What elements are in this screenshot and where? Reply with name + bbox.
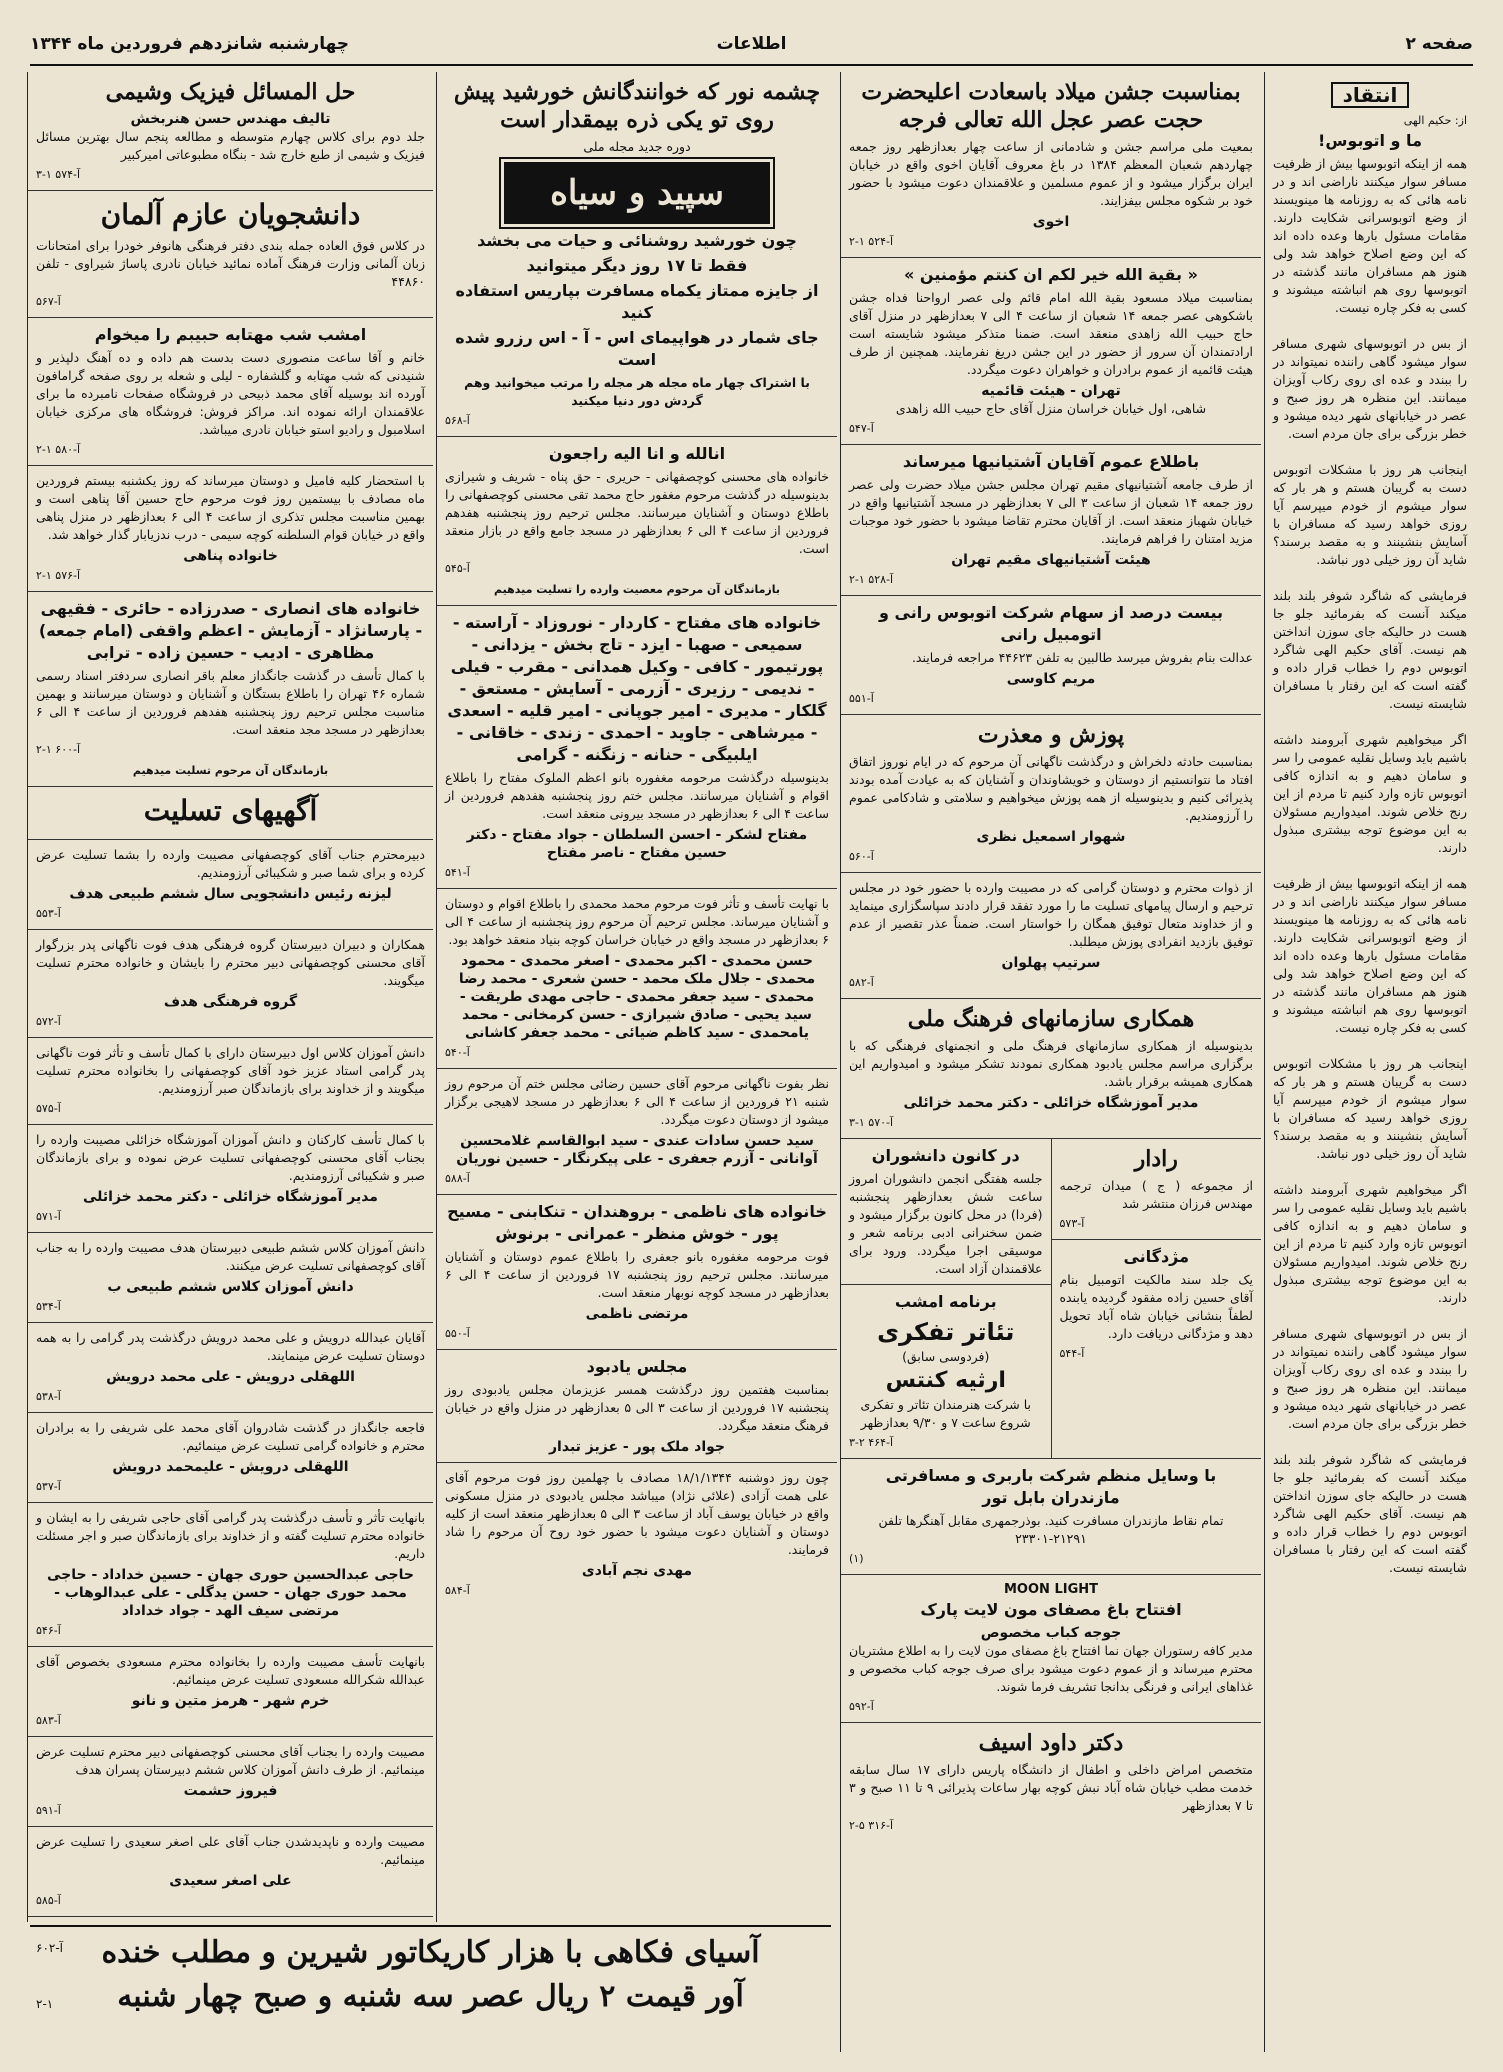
ad-signature: اللهقلی درویش - علیمحمد درویش: [112, 1459, 349, 1475]
ad-code: آ-۵۳۸: [36, 1390, 61, 1403]
banner-code: آ-۶۰۲: [36, 1941, 64, 1955]
ad-text: متخصص امراض داخلی و اطفال از دانشگاه پاریس دارای ۱۷ سال سابقه خدمت مطب خیابان شاه آباد نبش کوچه بهار ساعات پذیرائی ۹ تا ۱۱ صبح و ۳ تا ۷ بعدازظهر: [849, 1762, 1253, 1813]
ad-signature: تهران - هیئت قائمیه: [981, 383, 1121, 399]
ad-text: جلد دوم برای کلاس چهارم متوسطه و مطالعه پنجم سال بهترین مسائل فیزیک و شیمی از طبع خارج شد - بنگاه مطبوعاتی امیرکبیر: [36, 129, 425, 162]
ad-text: تمام نقاط مازندران مسافرت کنید. بوذرجمهری مقابل آهنگرها تلفن ۲۱۲۹۱-۲۳۳۰۱: [878, 1513, 1224, 1546]
ad-text: فاجعه جانگداز در گذشت شادروان آقای محمد علی شریفی را به برادران محترم و خانواده گرامی تسلیت عرض مینمائیم.: [36, 1420, 425, 1453]
article-title: ما و اتوبوس!: [1318, 131, 1422, 150]
ad-signature: مهدی نجم آبادی: [581, 1563, 693, 1579]
play-title: ارثیه کنتس: [885, 1368, 1006, 1393]
ad-text: در کلاس فوق العاده جمله بندی دفتر فرهنگی هانوفر خودرا برای امتحانات زبان آلمانی وزارت فرهنگ آماده نمائید خیابان نادری پاساژ شیراوی - تلفن ۴۴۸۶۰: [36, 238, 425, 289]
ad-code: آ-۵۸۲: [849, 976, 874, 989]
ad-title: امشب شب مهتابه حبیبم را میخوام: [94, 325, 367, 344]
ad-text: بمناسبت میلاد مسعود بقیة الله امام قائم ولی عصر ارواحنا فداه جشن باشکوهی عصر جمعه ۱۴ شعبان از ساعت ۴ الی ۷ بعدازظهر در منزل آقای حاج حبیب الله زاهدی منعقد است. ضمنا متذکر میشود شایسته است ارادتمندان آن سرور از حضور در این جشن دریغ نفرمایند. همچنین از طرف هیئت قائمیه از عموم برادران و خواهران دعوت میگردد.: [849, 290, 1254, 377]
column-critique: [1264, 72, 1475, 2052]
ad-signature: سرتیپ پهلوان: [1001, 955, 1101, 971]
column-4: [27, 72, 433, 1922]
ad-code: آ-۵۷۱: [36, 1210, 61, 1223]
ad-obituary-nazemi: [437, 1195, 837, 1350]
ad-title: حل المسائل فیزیک وشیمی: [105, 79, 356, 105]
ad-code: آ-۵۳۷: [36, 1480, 61, 1493]
ad-germany-students: [28, 191, 433, 318]
condolence-ad: [28, 1125, 433, 1233]
ad-author: تالیف مهندس حسن هنربخش: [130, 111, 331, 127]
ad-code: ۲-۱ آ-۵۸۰: [36, 443, 81, 456]
banner-code: ۲-۱: [36, 1997, 54, 2011]
ad-text: دبیرمحترم جناب آقای کوچصفهانی مصیبت وارده را بشما تسلیت عرض کرده و برای شما صبر و شکیبائی آرزومندیم.: [36, 847, 425, 880]
ad-code: ۲-۱ آ-۶۰۰: [36, 743, 81, 756]
ad-qaemieh: [841, 258, 1261, 445]
article-paragraph: اگر میخواهیم شهری آبرومند داشته باشیم باید وسایل نقلیه عمومی را سر و سامان دهیم و به اندازه کافی اتوبوس تازه وارد کنیم تا مردم از این رنج خلاص شوند. امیدواریم مسئولان به این موضوع توجه بیشتری مبذول دارند.: [1273, 1182, 1467, 1305]
condolence-ad: [28, 1917, 433, 1922]
critique-article: [1265, 72, 1475, 1583]
ad-obituary-mohammadi: [437, 889, 837, 1069]
issue-date: چهارشنبه شانزدهم فروردین ماه ۱۳۴۴: [30, 34, 350, 54]
ad-signature: مریم کاوسی: [1006, 671, 1096, 687]
ad-text: از ذوات محترم و دوستان گرامی که در مصیبت وارده با حضور خود در مجلس ترحیم و ارسال پیامهای تسلیت ما را مورد تفقد قرار دادند سپاسگزاری مینماید و از خداوند متعال توفیق همگان را خواستار است. ضمناً عذر تقصیر از عدم توفیق بازدید انفرادی پوزش میطلبد.: [849, 880, 1253, 949]
ad-obituary-meftah: [437, 606, 837, 889]
ad-code: آ-۵۸۸: [445, 1172, 470, 1185]
ad-title: خانواده های ناظمی - بروهندان - تنکابنی - مسیح پور - خوش منظر - عمرانی - برنوش: [447, 1202, 827, 1243]
ad-text: با کمال تأسف کارکنان و دانش آموزان آموزشگاه خزائلی مصیبت وارده را بجناب آقای محسنی کوچصفهانی تسلیت عرض نموده و برای بازماندگان صبر و شکیبائی آرزومندیم.: [36, 1132, 425, 1183]
ad-subtitle: جوجه کباب مخصوص: [980, 1625, 1122, 1641]
ad-signature: جواد ملک پور - عزیز تبدار: [549, 1439, 725, 1455]
column-2: [840, 72, 1261, 2052]
ad-signature: فیروز حشمت: [183, 1783, 278, 1799]
ad-signature: مدیر آموزشگاه خزائلی - دکتر محمد خزائلی: [83, 1189, 378, 1205]
paper-name: اطلاعات: [716, 34, 787, 54]
condolence-ad: [28, 1827, 433, 1917]
ad-title: رادار: [1134, 1146, 1178, 1172]
article-paragraph: همه از اینکه اتوبوسها بیش از ظرفیت مسافر سوار میکنند ناراضی اند و در نامه هائی که به روزنامه ها مینویسند از وضع اتوبوسرانی شکایت دارند. مقامات مسئول بارها وعده داده اند که این وضع اصلاح خواهد شد ولی هنوز هم مسافران مانند گذشته در اتوبوسها روی هم انباشته میشوند و کسی به فکر چاره نیست.: [1273, 876, 1467, 1035]
ad-text: بمناسبت هفتمین روز درگذشت همسر عزیزمان مجلس یادبودی روز پنجشنبه ۱۷ فروردین از ساعت ۳ الی ۵ بعدازظهر در منزل واقع در خیابان فرهنگ منعقد میگردد.: [445, 1382, 829, 1433]
ad-text: با اشتراک چهار ماه مجله هر مجله را مرتب میخوانید وهم گردش دور دنیا میکنید: [464, 375, 810, 408]
ad-code: آ-۵۴۱: [445, 866, 470, 879]
section-title: آگهیهای تسلیت: [143, 794, 318, 827]
ad-text: خانم و آقا ساعت منصوری دست بدست هم داده و ده آهنگ دلپذیر و شنیدنی که شب مهتابه و گلشفاره - لیلی و شعله بر روی صفحه گرامافون آورده اند بوسیله آقای محمد ذبیحی در فروشگاه صفحات نامبرده ما برای علاقمندان ارائه نموده اند. مراکز فروش: فروشگاه های مرکزی خیابان اسلامبول و رادیو استو خیابان نادری میباشد.: [36, 350, 425, 437]
article-author: از: حکیم الهی: [1403, 114, 1467, 127]
ad-text: فوت مرحومه مغفوره بانو جعفری را باطلاع عموم دوستان و آشنایان میرسانند. مجلس ترحیم روز پنجشنبه ۱۷ فروردین از ساعت ۴ الی ۶ بعدازظهر در مسجد کوچه نوبهار منعقد است.: [445, 1249, 829, 1300]
ad-signature: مفتاح لشکر - احسن السلطان - جواد مفتاح - دکتر حسین مفتاح - ناصر مفتاح: [466, 827, 808, 861]
ad-text: بانهایت تأثر و تأسف درگذشت پدر گرامی آقای حاجی شریفی را به ایشان و خانواده محترم تسلیت گفته و از خداوند برای بازماندگان صبر و اجر مسئلت داریم.: [36, 1510, 425, 1561]
column-3: [436, 72, 837, 1922]
ad-title: مژدگانی: [1123, 1247, 1190, 1266]
ad-signature: سید حسن سادات عندی - سید ابوالقاسم غلامحسین آوانانی - آزرم جعفری - علی پیکرنگار - حسین نوریان: [456, 1133, 818, 1167]
ad-code: آ-۵۵۳: [36, 907, 61, 920]
ad-title: خانواده های انصاری - صدرزاده - حائری - فقیهی - پارسانژاد - آزمایش - اعظم واقفی (امام جمعه) مظاهری - ادیب - حسین زاده - ترابی: [38, 599, 423, 662]
ad-title: چشمه نور که خوانندگانش خورشید پیش روی تو یکی ذره بیمقدار است: [453, 79, 821, 133]
ad-signature: اخوی: [1032, 214, 1070, 230]
ad-title: پوزش و معذرت: [977, 722, 1125, 748]
ad-text: دانش آموزان کلاس اول دبیرستان دارای با کمال تأسف و تأثر فوت ناگهانی پدر گرامی استاد عزیز خود آقای کوچصفهانی را بخانواده محترم تسلیت میگویند و از خداوند برای بازماندگان صبر آرزومندیم.: [36, 1045, 425, 1096]
condolence-ad: [28, 1413, 433, 1503]
ad-signature: حسن محمدی - اکبر محمدی - اصغر محمدی - محمود محمدی - جلال ملک محمد - حسن شعری - محمد رضا محمدی - سید جعفر محمدی - حاجی مهدی طریقت - سید یحیی - صادق شیرازی - حسن کرمخانی - محمد یامحمدی - سید کاظم ضیائی - محمد جعفر کاشانی: [458, 953, 816, 1041]
split-left: [841, 1139, 1051, 1458]
ad-apology: [841, 715, 1261, 873]
ad-cultural-cooperation: [841, 999, 1261, 1139]
ad-text: مصیبت وارده و ناپدیدشدن جناب آقای علی اصغر سعیدی را تسلیت عرض مینمائیم.: [36, 1834, 425, 1867]
ad-code: آ-۵۴۴: [1059, 1347, 1085, 1360]
ad-title: انالله و انا الیه راجعون: [548, 444, 726, 463]
split-right: [1051, 1139, 1262, 1458]
ad-title: در کانون دانشوران: [871, 1146, 1020, 1165]
ad-text: با کمال تأسف در گذشت جانگداز معلم باقر انصاری سردفتر اسناد رسمی شماره ۴۶ تهران را باطلاع بستگان و آشنایان و دوستان میرسانند و بهمین مناسبت مجلس ترحیم روز پنجشنبه هفدهم فروردین از ساعت ۴ الی ۶ بعدازظهر در مسجد مجد منعقد است.: [36, 668, 425, 737]
ad-signature: لیزنه رئیس دانشجویی سال ششم طبیعی هدف: [69, 886, 392, 902]
condolence-ad: [28, 1233, 433, 1323]
ad-text: چون روز دوشنبه ۱۸/۱/۱۳۴۴ مصادف با چهلمین روز فوت مرحوم آقای علی همت آزادی (علائی نژاد) میباشد مجلس یادبودی در منزل مسکونی واقع در خیابان یوسف آباد از ساعت ۳ الی ۵ بعدازظهر منعقد است از کلیه دوستان و آشنایان دعوت میشود با حضور خود روح آن مرحوم را شاد فرمایند.: [445, 1470, 829, 1557]
article-paragraph: همه از اینکه اتوبوسها بیش از ظرفیت مسافر سوار میکنند ناراضی اند و در نامه هائی که به روزنامه ها مینویسند از وضع اتوبوسرانی شکایت دارند. مقامات مسئول بارها وعده داده اند که این وضع اصلاح خواهد شد ولی هنوز هم مسافران مانند گذشته در اتوبوسها روی هم انباشته میشوند و کسی به فکر چاره نیست.: [1273, 156, 1467, 315]
ad-address: شاهی، اول خیابان خراسان منزل آقای حاج حبیب الله زاهدی: [895, 401, 1207, 416]
ad-text: یک جلد سند مالکیت اتومبیل بنام آقای حسین زاده مفقود گردیده یابنده لطفاً بنشانی خیابان شاه آباد تحویل دهد و مژدگانی دریافت دارد.: [1059, 1272, 1253, 1341]
ad-text: جلسه هفتگی انجمن دانشوران امروز ساعت شش بعدازظهر پنجشنبه (فردا) در محل کانون برگزار میشود و ضمن سخنرانی ادبی برنامه شعر و موسیقی اجرا میگردد. ورود برای علاقمندان آزاد است.: [849, 1171, 1043, 1276]
ad-memorial-40th: [437, 1463, 837, 1606]
ad-signature: مرتضی ناظمی: [585, 1306, 689, 1322]
bottom-banner-ad: [30, 1925, 831, 2045]
ad-obituary-rezaei: [437, 1069, 837, 1195]
ad-code: ۳-۱ آ-۵۷۰: [849, 1116, 894, 1129]
ad-code: آ-۵۴۰: [445, 1046, 470, 1059]
ad-doctor: [841, 1723, 1261, 1841]
theater-name: تئاتر تفکری: [877, 1318, 1015, 1346]
article-paragraph: فرمایشی که شاگرد شوفر بلند بلند میکند آنست که بفرمائید جلو جا هست در حالیکه جای سوزن انداختن هم نیست. آقای حکیم الهی شاگرد اتوبوس دوم را خطاب قرار داده و گفته است که این رفتار با مسافران شایسته نیست.: [1273, 1452, 1467, 1575]
condolence-ad: [28, 1503, 433, 1647]
ad-title: افتتاح باغ مصفای مون لایت پارک: [920, 1600, 1182, 1619]
ad-memorial: [437, 1350, 837, 1463]
ad-signature: شهوار اسمعیل نظری: [976, 829, 1126, 845]
ad-code: آ-۵۴۷: [849, 422, 874, 435]
ad-title: برنامه امشب: [894, 1292, 997, 1311]
ad-radar: [1052, 1139, 1262, 1240]
ad-code: ۲-۵ آ-۳۱۶: [849, 1819, 894, 1832]
banner-line-1: آسیای فکاهی با هزار کاریکاتور شیرین و مطلب خنده: [101, 1935, 760, 1970]
ad-text: از طرف جامعه آشتیانیهای مقیم تهران مجلس جشن میلاد حضرت ولی عصر روز جمعه ۱۴ شعبان از ساعت ۳ الی ۷ بعدازظهر در مسجد آشتیانیها واقع در خیابان شهباز منعقد است. از آقایان محترم تقاضا میشود با حضور خود موجبات مزید امتنان را فراهم فرمایند.: [849, 477, 1253, 546]
ad-signature: علی اصغر سعیدی: [169, 1873, 292, 1889]
ad-reward: [1052, 1240, 1262, 1369]
ad-code: آ-۵۸۴: [445, 1584, 470, 1597]
ad-signature: خرم شهر - هرمز متین و نانو: [131, 1693, 330, 1709]
ad-text: نظر بفوت ناگهانی مرحوم آقای حسین رضائی مجلس ختم آن مرحوم روز شنبه ۲۱ فروردین از ساعت ۴ الی ۶ بعدازظهر در مسجد لاهیجی برگزار میشود از دوستان دعوت میگردد.: [445, 1076, 829, 1127]
ad-code: آ-۵۷۵: [36, 1102, 61, 1115]
condolence-ad: [28, 1647, 433, 1737]
ad-title: دکتر داود اسیف: [978, 1730, 1124, 1756]
ad-text: بدینوسیله درگذشت مرحومه مغفوره بانو اعظم الملوک مفتاح را باطلاع اقوام و آشنایان میرسانند. مجلس ختم روز پنجشنبه هفدهم فروردین از ساعت ۴ الی ۶ بعدازظهر در مسجد بیرونی منعقد است.: [445, 770, 829, 821]
ad-text: بانهایت تأسف مصیبت وارده را بخانواده محترم مسعودی بخصوص آقای عبدالله شکرالله مسعودی تسلیت عرض مینمائیم.: [36, 1654, 425, 1687]
ad-panahi: [28, 466, 433, 592]
ad-physics-book: [28, 72, 433, 191]
condolence-ad: [28, 930, 433, 1038]
ad-title: همکاری سازمانهای فرهنگ ملی: [907, 1006, 1195, 1032]
ad-code: آ-۵۶۸: [445, 414, 470, 427]
ad-birthday-celebration: [841, 72, 1261, 258]
condolence-ad: [28, 1737, 433, 1827]
article-paragraph: از بس در اتوبوسهای شهری مسافر سوار میشود گاهی راننده نمیتواند در را ببندد و عده ای روی رکاب آویزان میمانند. این منظره هر روز صبح و عصر در خیابانهای شهر دیده میشود و خطر بزرگی برای جان مردم است.: [1273, 336, 1467, 441]
ad-code: آ-۵۵۱: [849, 692, 874, 705]
ad-magazine: [437, 72, 837, 437]
ad-code: آ-۵۳۴: [36, 1300, 61, 1313]
ad-text: همکاران و دبیران دبیرستان گروه فرهنگی هدف فوت ناگهانی پدر بزرگوار آقای محسنی کوچصفهانی دبیر محترم را بایشان و خانواده محترم تسلیت میگویند.: [36, 937, 425, 988]
ad-text: بدینوسیله از همکاری سازمانهای فرهنگ ملی و انجمنهای فرهنگی که با برگزاری مراسم مجلس یادبود همکاری نمودند تشکر میشود و امیدواریم این همکاری همیشه برقرار باشد.: [849, 1038, 1253, 1089]
ad-signature: هیئت آشتیانیهای مقیم تهران: [951, 552, 1151, 568]
ad-code: آ-۵۹۱: [36, 1804, 61, 1817]
condolence-header: [28, 787, 433, 840]
ad-title: با وسایل منظم شرکت باربری و مسافرتی مازندران بابل تور: [885, 1466, 1217, 1507]
ad-code: آ-۵۶۰: [849, 850, 874, 863]
ad-headline: از جایزه ممتاز یکماه مسافرت بپاریس استفاده کنید: [455, 281, 819, 322]
ad-text: دانش آموزان کلاس ششم طبیعی دبیرستان هدف مصیبت وارده را به جناب آقای کوچصفهانی تسلیت عرض میکنند.: [36, 1240, 425, 1273]
ad-signature: دانش آموزان کلاس ششم طبیعی ب: [107, 1279, 354, 1295]
condolence-ad: [28, 1323, 433, 1413]
ad-code: آ-۵۴۵: [445, 562, 470, 575]
ad-code: ۲-۱ آ-۵۲۴: [849, 235, 894, 248]
ad-text: با استحضار کلیه فامیل و دوستان میرساند که روز یکشنبه بیستم فروردین ماه مصادف با بیستمین روز فوت مرحوم حاج حسین آقا پناهی است و بهمین مناسبت مجلس تذکری از ساعت ۴ الی ۶ بعدازظهر در منزل پناهی واقع در خیابان قوام السلطنه کوچه سیمی - درب ندزیابار گذار خواهد شد.: [36, 473, 425, 542]
ad-headline: چون خورشید روشنائی و حیات می بخشد: [477, 231, 797, 250]
ad-title: دانشجویان عازم آلمان: [100, 198, 361, 231]
ad-text: با شرکت هنرمندان تئاتر و تفکری شروع ساعت ۷ و ۹/۳۰ بعدازظهر: [860, 1397, 1032, 1430]
ad-headline: فقط تا ۱۷ روز دیگر میتوانید: [526, 256, 748, 275]
ad-signature: بازماندگان آن مرحوم تسلیت میدهیم: [132, 764, 329, 777]
ad-subtitle: دوره جدید مجله ملی: [583, 139, 691, 154]
magazine-logo: سپید و سیاه: [504, 162, 770, 224]
ad-code: آ-۵۴۶: [36, 1624, 61, 1637]
ad-code: آ-۵۷۳: [1059, 1217, 1085, 1230]
condolence-ad: [28, 840, 433, 930]
ad-code: ۳-۱ آ-۵۷۴: [36, 168, 81, 181]
article-paragraph: فرمایشی که شاگرد شوفر بلند بلند میکند آنست که بفرمائید جلو جا هست در حالیکه جای سوزن انداختن هم نیست. آقای حکیم الهی شاگرد اتوبوس دوم را خطاب قرار داده و گفته است که این رفتار با مسافران شایسته نیست.: [1273, 588, 1467, 711]
ad-signature: اللهقلی درویش - علی محمد درویش: [106, 1369, 355, 1385]
page-header: [30, 28, 1473, 66]
article-paragraph: اگر میخواهیم شهری آبرومند داشته باشیم باید وسایل نقلیه عمومی را سر و سامان دهیم و به اندازه کافی اتوبوس تازه وارد کنیم تا مردم از این رنج خلاص شوند. امیدواریم مسئولان به این موضوع توجه بیشتری مبذول دارند.: [1273, 732, 1467, 855]
ad-signature: حاجی عبدالحسین حوری جهان - حسین خداداد - حاجی محمد حوری جهان - حسن یدگلی - علی عبدالوهاب - مرتضی سیف الهد - جواد خداداد: [47, 1567, 414, 1619]
ad-text: خانواده های محسنی کوچصفهانی - حریری - حق پناه - شریف و شیرازی بدینوسیله در گذشت مرحوم مغفور حاج محمد تقی محسنی کوچصفهانی را باطلاع دوستان و آشنایان میرسانند. مجلس ترحیم روز پنجشنبه هفدهم فروردین از ساعت ۴ الی ۶ بعدازظهر در مسجد جامع واقع در بازار منعقد است.: [445, 469, 829, 556]
ad-ashtiani: [841, 445, 1261, 596]
ad-thanks: [841, 873, 1261, 999]
ad-code: آ-۵۷۲: [36, 1015, 61, 1028]
theater-former-name: (فردوسی سابق): [902, 1349, 990, 1364]
ad-record: [28, 318, 433, 466]
ad-signature: مدیر آموزشگاه خزائلی - دکتر محمد خزائلی: [903, 1095, 1199, 1111]
ad-signature: گروه فرهنگی هدف: [163, 994, 298, 1010]
article-paragraph: اینجانب هر روز با مشکلات اتوبوس دست به گریبان هستم و هر بار که سوار میشوم از خودم میپرسم آیا روزی خواهد رسید که مسافران با آسایش بنشینند و به مقصد برسند؟ شاید آن روز خیلی دور نباشد.: [1273, 462, 1467, 567]
ad-obituary-mohseni: [437, 437, 837, 606]
ad-code: ۲-۱ آ-۵۲۸: [849, 573, 894, 586]
section-title: انتقاد: [1331, 82, 1410, 108]
ad-code: آ-۵۵۰: [445, 1327, 470, 1340]
ad-code: آ-۵۸۵: [36, 1894, 61, 1907]
ad-headline: جای شمار در هواپیمای اس - آ - اس رزرو شده است: [455, 328, 819, 369]
ad-title: باطلاع عموم آقایان آشتیانیها میرساند: [902, 452, 1200, 471]
ad-title: « بقیة الله خیر لکم ان کنتم مؤمنین »: [904, 265, 1198, 284]
ad-title: مجلس یادبود: [586, 1357, 688, 1376]
banner-line-2: آور قیمت ۲ ریال عصر سه شنبه و صبح چهار شنبه: [117, 1979, 744, 2014]
ad-title: خانواده های مفتاح - کاردار - نوروزاد - آراسته - سمیعی - صهبا - ایزد - تاج بخش - یزدانی - پورتیمور - کافی - وکیل همدانی - مقرب - فیلی - ندیمی - رزیری - آزرمی - آسایش - مستعق - گلکار - مدیری - امیر جوپانی - امیر قلیه - اسعدی - میرشاهی - جاوید - احمدی - زندی - خاقانی - ایلبیگی - حنانه - زنگنه - گرامی: [447, 613, 827, 764]
ad-bus-shares: [841, 596, 1261, 715]
ad-code: آ-۵۹۲: [849, 1700, 874, 1713]
split-row: [841, 1139, 1261, 1459]
ad-text: مصیبت وارده را بجناب آقای محسنی کوچصفهانی دبیر محترم تسلیت عرض مینمائیم. از طرف دانش آموزان کلاس ششم دبیرستان پسران هدف: [36, 1744, 425, 1777]
ad-title: بیست درصد از سهام شرکت اتوبوس رانی و اتومبیل رانی: [878, 603, 1223, 644]
ad-moonlight: [841, 1575, 1261, 1723]
page-number: صفحه ۲: [1405, 34, 1473, 54]
condolence-ad: [28, 1038, 433, 1125]
ad-text: آقایان عبدالله درویش و علی محمد درویش درگذشت پدر گرامی را به همه دوستان تسلیت عرض مینمایند.: [36, 1330, 425, 1363]
article-paragraph: از بس در اتوبوسهای شهری مسافر سوار میشود گاهی راننده نمیتواند در را ببندد و عده ای روی رکاب آویزان میمانند. این منظره هر روز صبح و عصر در خیابانهای شهر دیده میشود و خطر بزرگی برای جان مردم است.: [1273, 1326, 1467, 1431]
ad-text: بمعیت ملی مراسم جشن و شادمانی از ساعت چهار بعدازظهر روز جمعه چهاردهم شعبان المعظم ۱۳۸۴ در باغ معروف آقایان اخوی واقع در خیابان ایران برگزار میشود و از عموم مسلمین و علاقمندان دعوت میشود با حضور خود بر شکوه مجلس بیفزایند.: [849, 139, 1254, 208]
ad-text: با نهایت تأسف و تأثر فوت مرحوم محمد محمدی را باطلاع اقوام و دوستان و آشنایان میرساند. مجلس ترحیم آن مرحوم روز پنجشنبه از ساعت ۴ الی ۶ بعدازظهر در مسجد واقع در خیابان خراسان کوچه بنیاد منعقد خواهد بود.: [445, 896, 829, 947]
ad-english-title: MOON LIGHT: [1004, 1582, 1098, 1597]
ad-code: (۱): [849, 1552, 864, 1565]
ad-signature: خانواده پناهی: [183, 548, 278, 564]
ad-code: ۳-۲ آ-۴۶۴: [849, 1436, 894, 1449]
article-paragraph: اینجانب هر روز با مشکلات اتوبوس دست به گریبان هستم و هر بار که سوار میشوم از خودم میپرسم آیا روزی خواهد رسید که مسافران با آسایش بنشینند و به مقصد برسند؟ شاید آن روز خیلی دور نباشد.: [1273, 1056, 1467, 1161]
ad-scholars-club: [841, 1139, 1051, 1285]
ad-signature: بازماندگان آن مرحوم معصیت وارده را تسلیت میدهیم: [494, 583, 780, 596]
ad-text: از مجموعه ( ج ) میدان ترجمه مهندس فرزان منتشر شد: [1059, 1178, 1253, 1211]
ad-text: عدالت بنام بفروش میرسد طالبین به تلفن ۴۴۶۲۳ مراجعه فرمایند.: [911, 650, 1253, 665]
ad-babol-tour: [841, 1459, 1261, 1575]
ad-theater: [841, 1285, 1051, 1458]
ad-code: ۲-۱ آ-۵۷۶: [36, 569, 81, 582]
ad-text: مدیر کافه رستوران جهان نما افتتاح باغ مصفای مون لایت را به اطلاع مشتریان محترم میرساند و از عموم دعوت میشود برای صرف جوجه کباب مخصوص و غذاهای ایرانی و فرنگی بدانجا تشریف فرما شوند.: [849, 1643, 1253, 1694]
ad-text: بمناسبت حادثه دلخراش و درگذشت ناگهانی آن مرحوم که در ایام نوروز اتفاق افتاد ما نتوانستیم از دوستان و خویشاوندان و آشنایان که به عیادت آمده بودند پذیرائی کنیم و بدینوسیله از همه پوزش میخواهیم و سلامتی و شادکامی عموم را آرزومندیم.: [849, 754, 1253, 823]
ad-code: آ-۵۸۳: [36, 1714, 61, 1727]
ad-title: بمناسبت جشن میلاد باسعادت اعلیحضرت حجت عصر عجل الله تعالی فرجه: [861, 79, 1241, 133]
ad-code: آ-۵۶۷: [36, 295, 61, 308]
ad-ansari: [28, 592, 433, 787]
